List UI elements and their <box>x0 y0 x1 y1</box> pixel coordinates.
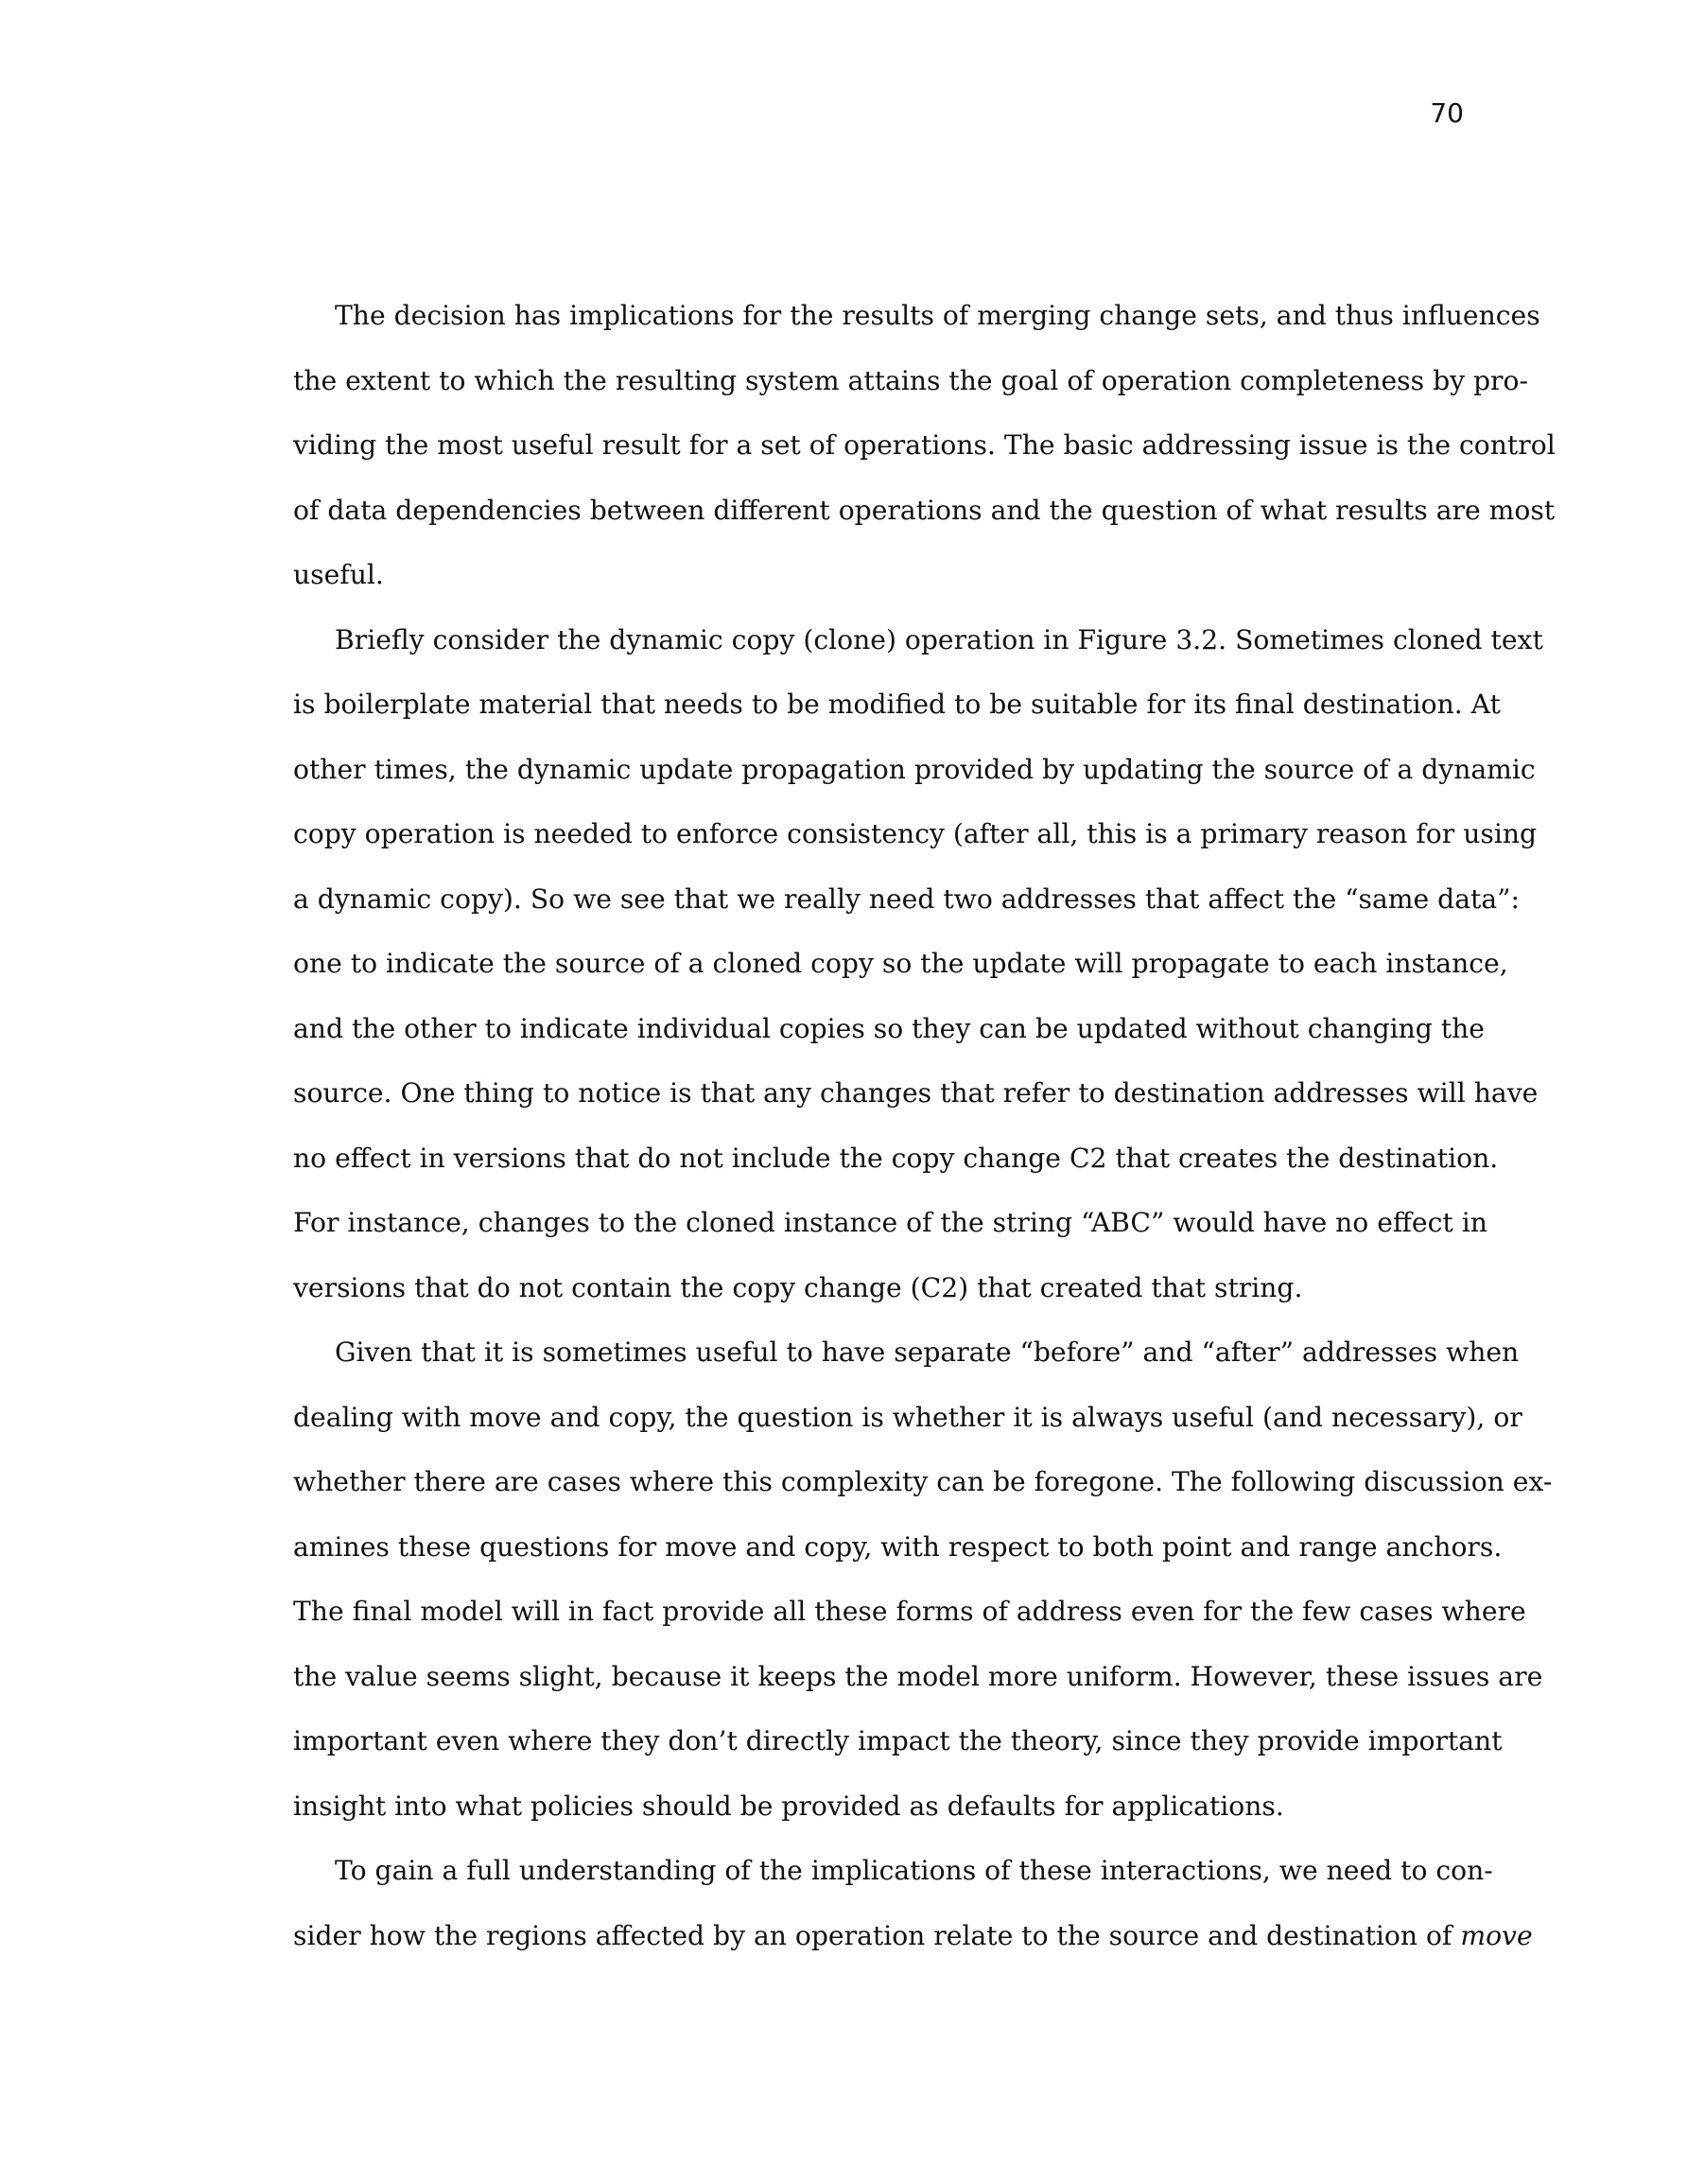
text-line: a dynamic copy). So we see that we really need two addresses that affect the “same data”: <box>293 882 1521 915</box>
text-line: the extent to which the resulting system attains the goal of operation completeness by pro- <box>293 364 1529 396</box>
text-line: dealing with move and copy, the question is whether it is always useful (and necessary), or <box>293 1401 1522 1433</box>
page-number: 70 <box>1430 97 1464 129</box>
text-line: insight into what policies should be provided as defaults for applications. <box>293 1790 1284 1822</box>
text-line: versions that do not contain the copy change (C2) that created that string. <box>293 1271 1303 1303</box>
text-line: amines these questions for move and copy, with respect to both point and range anchors. <box>293 1530 1503 1563</box>
text-line: whether there are cases where this complexity can be foregone. The following discussion ex- <box>293 1466 1553 1497</box>
paragraph-3 <box>293 1320 1553 1839</box>
text-line: Given that it is sometimes useful to have separate “before” and “after” addresses when <box>335 1337 1520 1368</box>
text-line: copy operation is needed to enforce consistency (after all, this is a primary reason for using <box>293 818 1538 849</box>
paragraph-2 <box>293 608 1543 1321</box>
paragraph-4 <box>293 1839 1533 1968</box>
text-line: and the other to indicate individual copies so they can be updated without changing the <box>293 1012 1485 1044</box>
text-line: The final model will in fact provide all these forms of address even for the few cases where <box>293 1596 1526 1627</box>
text-line: source. One thing to notice is that any changes that refer to destination addresses will have <box>293 1077 1539 1109</box>
emphasized-term: move <box>1460 1919 1533 1951</box>
text-line: the value seems slight, because it keeps the model more uniform. However, these issues are <box>293 1660 1543 1692</box>
text-line: no effect in versions that do not include the copy change C2 that creates the destination. <box>293 1142 1499 1174</box>
text-line: is boilerplate material that needs to be modified to be suitable for its final destination. At <box>293 689 1501 720</box>
text-line: The decision has implications for the results of merging change sets, and thus influences <box>335 300 1540 331</box>
text-line: useful. <box>293 559 384 590</box>
text-line: of data dependencies between different operations and the question of what results are most <box>293 494 1556 526</box>
text-line: viding the most useful result for a set of operations. The basic addressing issue is the control <box>293 429 1556 461</box>
text-line: To gain a full understanding of the implications of these interactions, we need to con- <box>335 1855 1493 1886</box>
body-text <box>293 284 1556 1968</box>
paragraph-1 <box>293 284 1556 608</box>
text-line: For instance, changes to the cloned instance of the string “ABC” would have no effect in <box>293 1207 1487 1238</box>
text-line: important even where they don’t directly impact the theory, since they provide important <box>293 1725 1503 1756</box>
text-line: one to indicate the source of a cloned copy so the update will propagate to each instance, <box>293 948 1508 979</box>
text-line <box>293 1920 1533 1951</box>
text-line-prefix: sider how the regions affected by an operation relate to the source and destination of <box>293 1919 1461 1951</box>
text-line: Briefly consider the dynamic copy (clone) operation in Figure 3.2. Sometimes cloned text <box>335 623 1543 655</box>
text-line: other times, the dynamic update propagation provided by updating the source of a dynamic <box>293 753 1536 785</box>
